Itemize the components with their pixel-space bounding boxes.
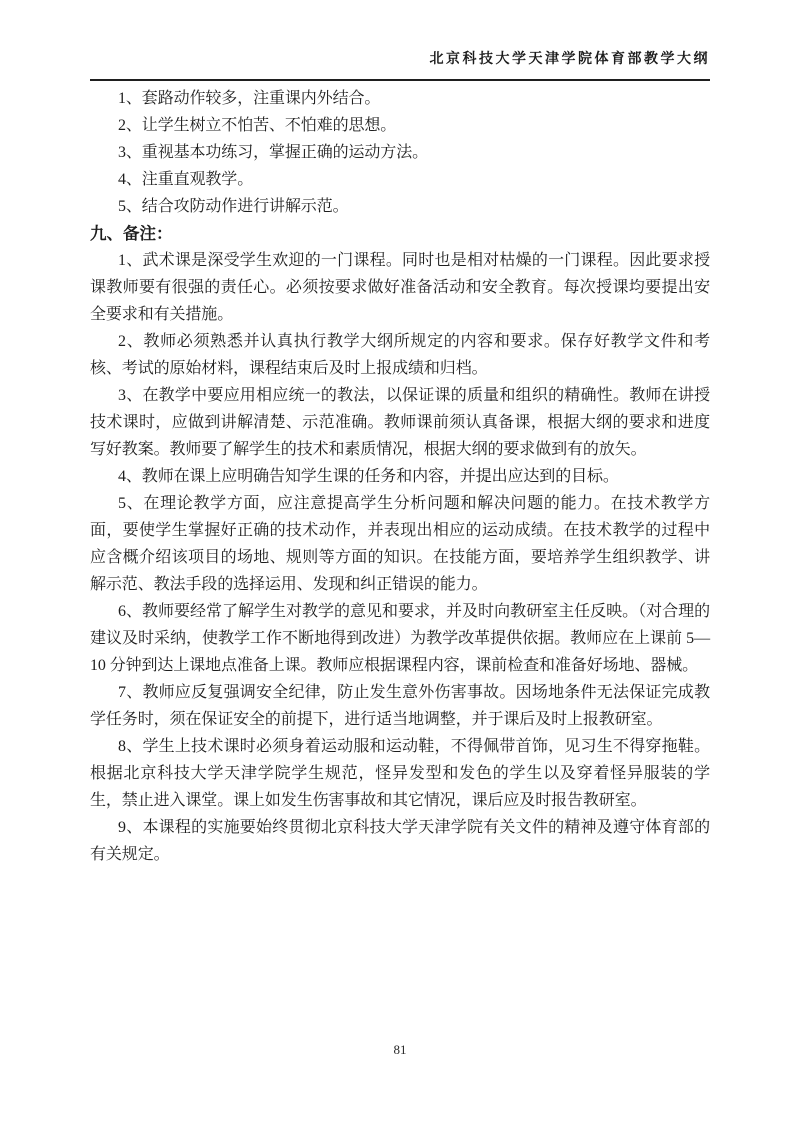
note-paragraph-4: 4、教师在课上应明确告知学生课的任务和内容，并提出应达到的目标。 [118,468,619,485]
document-content [90,0,710,868]
note-paragraph-9: 9、本课程的实施要始终贯彻北京科技大学天津学院有关文件的精神及遵守体育部的有关规定。 [90,819,710,863]
header-title: 北京科技大学天津学院体育部教学大纲 [429,52,710,67]
note-paragraph-5: 5、在理论教学方面，应注意提高学生分析问题和解决问题的能力。在技术教学方面，要使学生掌握好正确的技术动作，并表现出相应的运动成绩。在技术教学的过程中应含概介绍该项目的场地、规则等方面的知识。在技能方面，要培养学生组织教学、讲解示范、教法手段的选择运用、发现和纠正错误的能力。 [90,495,710,593]
list-item-3: 3、重视基本功练习，掌握正确的运动方法。 [118,144,429,161]
list-item-2: 2、让学生树立不怕苦、不怕难的思想。 [118,117,397,134]
list-item-5: 5、结合攻防动作进行讲解示范。 [118,198,349,215]
page-header [90,0,710,81]
document-body [90,85,710,868]
note-paragraph-7: 7、教师应反复强调安全纪律，防止发生意外伤害事故。因场地条件无法保证完成教学任务时，须在保证安全的前提下，进行适当地调整，并于课后及时上报教研室。 [90,684,710,728]
note-paragraph-3: 3、在教学中要应用相应统一的教法，以保证课的质量和组织的精确性。教师在讲授技术课时，应做到讲解清楚、示范准确。教师课前须认真备课，根据大纲的要求和进度写好教案。教师要了解学生的技术和素质情况，根据大纲的要求做到有的放矢。 [90,387,710,458]
note-paragraph-1: 1、武术课是深受学生欢迎的一门课程。同时也是相对枯燥的一门课程。因此要求授课教师要有很强的责任心。必须按要求做好准备活动和安全教育。每次授课均要提出安全要求和有关措施。 [90,252,710,323]
note-paragraph-6: 6、教师要经常了解学生对教学的意见和要求，并及时向教研室主任反映。（对合理的建议及时采纳，使教学工作不断地得到改进）为教学改革提供依据。教师应在上课前 5—10 分钟到达上课地点准备上课。教师应根据课程内容，课前检查和准备好场地、器械。 [90,603,710,674]
section-heading-remarks: 九、备注： [90,224,173,243]
header-rule [90,79,710,81]
note-paragraph-2: 2、教师必须熟悉并认真执行教学大纲所规定的内容和要求。保存好教学文件和考核、考试的原始材料，课程结束后及时上报成绩和归档。 [90,333,710,377]
list-item-4: 4、注重直观教学。 [118,171,254,188]
list-item-1: 1、套路动作较多，注重课内外结合。 [118,90,381,107]
note-paragraph-8: 8、学生上技术课时必须身着运动服和运动鞋，不得佩带首饰，见习生不得穿拖鞋。根据北京科技大学天津学院学生规范，怪异发型和发色的学生以及穿着怪异服装的学生，禁止进入课堂。课上如发生伤害事故和其它情况，课后应及时报告教研室。 [90,738,710,809]
page-footer [0,1041,800,1059]
page-number: 81 [393,1042,407,1057]
